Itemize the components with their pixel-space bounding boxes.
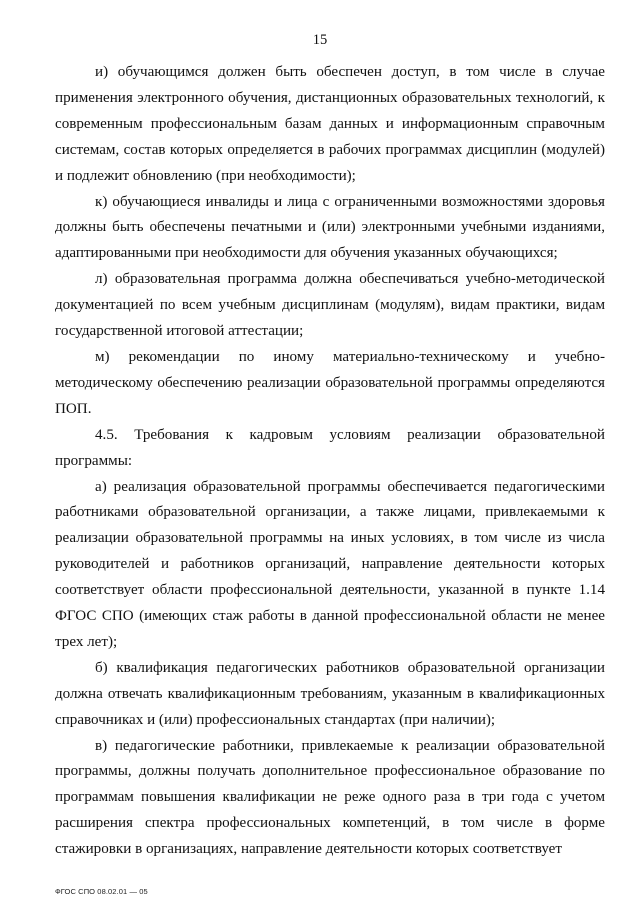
page-number: 15 <box>312 32 328 48</box>
paragraph-i: и) обучающимся должен быть обеспечен доступ, в том числе в случае применения электронного обучения, дистанционных образовательных технологий, к современным профессиональным базам данных и информационным справочным системам, состав которых определяется в рабочих программах дисциплин (модулей) и подлежит обновлению (при необходимости); <box>55 64 605 184</box>
paragraph-m: м) рекомендации по иному материально-техническому и учебно-методическому обеспечению реализации образовательной программы определяются ПОП. <box>55 348 605 417</box>
paragraph-v: в) педагогические работники, привлекаемые к реализации образовательной программы, должны получать дополнительное профессиональное образование по программам повышения квалификации не реже одного раза в три года с учетом расширения спектра профессиональных компетенций, в том числе в форме стажировки в организациях, направление деятельности которых соответствует <box>55 737 605 858</box>
document-body <box>55 60 605 863</box>
paragraph-a: а) реализация образовательной программы обеспечивается педагогическими работниками образовательной организации, а также лицами, привлекаемыми к реализации образовательной программы на иных условиях, в том числе из числа руководителей и работников организаций, направление деятельности которых соответствует области профессиональной деятельности, указанной в пункте 1.14 ФГОС СПО (имеющих стаж работы в данной профессиональной области не менее трех лет); <box>55 478 605 650</box>
section-heading-4-5: 4.5. Требования к кадровым условиям реализации образовательной программы: <box>55 426 605 469</box>
paragraph-b: б) квалификация педагогических работников образовательной организации должна отвечать квалификационным требованиям, указанным в квалификационных справочниках и (или) профессиональных стандартах (при наличии); <box>55 659 605 728</box>
paragraph-l: л) образовательная программа должна обеспечиваться учебно-методической документацией по всем учебным дисциплинам (модулям), видам практики, видам государственной итоговой аттестации; <box>55 271 605 340</box>
paragraph-k: к) обучающиеся инвалиды и лица с ограниченными возможностями здоровья должны быть обеспечены печатными и (или) электронными учебными изданиями, адаптированными при необходимости для обучения указанных обучающихся; <box>55 193 605 262</box>
document-footer: ФГОС СПО 08.02.01 — 05 <box>55 887 148 896</box>
